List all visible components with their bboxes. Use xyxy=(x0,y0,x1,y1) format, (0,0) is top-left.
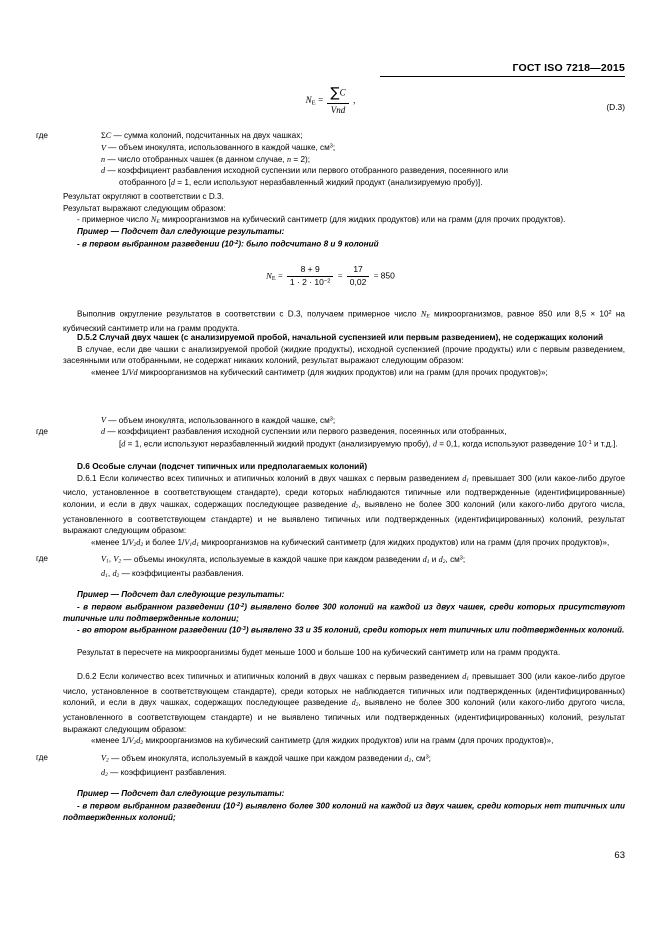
definitions-block-2 xyxy=(36,414,652,450)
definition-item: V — объем инокулята, использованного в каждой чашке, $см^3$; xyxy=(101,143,336,153)
formula-d3-denominator: Vnd xyxy=(330,104,346,115)
paragraph-group-2 xyxy=(36,308,625,335)
definition-item: d — коэффициент разбавления исходной суспензии или первого разведения, посеянных или отобранных, [d = 1, если используют неразбавленный жидкий продукт (анализируемую пробу), d = 0,1, когда используют разведение $10^{-1}$ и т.д.]. xyxy=(63,426,652,450)
definition-text: — коэффициент разбавления исходной суспензии или первого отобранного разведения, посеянного или xyxy=(105,166,509,176)
where-label-4: где xyxy=(36,753,48,762)
definition-item: $d_1$, $d_2$ — коэффициенты разбавления. xyxy=(101,569,244,580)
section-d62-body: D.6.2 Если количество всех типичных и атипичных колоний в двух чашках с первым разведением $d_1$ превышает 300 (или какое-либо другое число, установленное в соответствующем стандарте), среди которых не наблюдается типичных или подтвержденных (идентифицированных) колоний, и если в двух чашках, содержащих последующее разведение $d_2$, выявлено не более 300 колоний (или какого-либо другого числа, установленного в соответствующем стандарте) и не выявлено типичных или подтвержденных (идентифицированных) колоний, результат выражают следующим образом: xyxy=(63,672,626,734)
formula-example-result: 850 xyxy=(380,270,395,281)
bullet-approx-count: - примерное число $N_E$ микроорганизмов на кубический сантиметр (для жидких продуктов) или на грамм (для прочих продуктов). xyxy=(77,215,566,226)
standard-title: ГОСТ ISO 7218—2015 xyxy=(512,62,625,74)
section-d6-heading: D.6 Особые случаи (подсчет типичных или предполагаемых колоний) xyxy=(77,461,368,471)
definition-text-cont: [d = 1, если используют неразбавленный жидкий продукт (анализируемую пробу), d = 0,1, когда используют разведение $10^{-1}$ и т.д.]. xyxy=(119,439,618,449)
formula-example-den-1: $1 \cdot 2 \cdot 10^{-2}$ xyxy=(289,276,331,287)
definition-text: — коэффициенты разбавления. xyxy=(119,569,244,579)
paragraph-group-1 xyxy=(36,191,625,229)
definition-text: — объем инокулята, используемый в каждой чашке при каждом разведении $d_2$, $см^3$; xyxy=(108,753,431,764)
section-d52-quote: «менее 1/Vd микроорганизмов на кубический сантиметр (для жидких продуктов) или на грамм (для прочих продуктов)»; xyxy=(91,367,548,377)
page-header xyxy=(36,58,625,76)
formula-d3-row xyxy=(36,86,625,115)
formula-d3-subscript: E xyxy=(311,99,316,107)
formula-d3: NE = $\frac{\sum C}{\text{Vnd}}$ , xyxy=(305,85,356,115)
formula-example-subscript: E xyxy=(271,276,276,283)
example-line-1: - в первом выбранном разведении $(10^{-2})$ выявлено более 300 колоний на каждой из двух чашек, среди которых нет типичных или подтвержденных колоний; xyxy=(63,801,626,822)
definition-text: — объем инокулята, использованного в каждой чашке, $см^3$; xyxy=(106,143,336,153)
definition-item: d — коэффициент разбавления исходной суспензии или первого отобранного разведения, посеянного или отобранного [d = 1, если используют неразбавленный жидкий продукт (анализируемую пробу)]. xyxy=(63,165,652,188)
formula-d3-numerator: ∑C xyxy=(327,86,348,104)
definitions-block-1 xyxy=(36,130,652,188)
definition-text: — коэффициент разбавления. xyxy=(107,768,227,778)
section-d52-body: В случае, если две чашки с анализируемой пробой (жидкие продукты), исходной суспензией (прочие продукты) или с первым разведением, засеянными или отобранными, не содержат никаких колоний, результат выражают следующим образом: xyxy=(63,344,625,366)
definition-text: — коэффициент разбавления исходной суспензии или первого разведения, посеянных или отобранных, xyxy=(105,427,507,437)
formula-example-row xyxy=(36,265,625,288)
definition-text: — число отобранных чашек (в данном случае, n = 2); xyxy=(105,154,310,164)
section-d61-body: D.6.1 Если количество всех типичных и атипичных колоний в двух чашках с первым разведением $d_1$ превышает 300 (или какое-либо другое число, установленное в соответствующем стандарте), среди которых наблюдаются типичные или подтвержденные (идентифицированные) колонии, и если в двух чашках, содержащих последующее разведение $d_2$, выявлено не более 300 колоний (или какого-либо другого числа, установленного в соответствующем стандарте) и не выявлено типичных или подтвержденных (идентифицированных) колоний, результат выражают следующим образом: xyxy=(63,473,626,536)
definition-text: — объемы инокулята, используемые в каждой чашке при каждом разведении $d_1$ и $d_2$, $см^3$; xyxy=(121,554,466,565)
example-lead: Пример — Подсчет дал следующие результаты: xyxy=(77,227,285,236)
formula-example-den-2: 0,02 xyxy=(349,276,367,287)
page-number: 63 xyxy=(614,850,625,861)
definition-text: — объем инокулята, использованного в каждой чашке, $см^3$; xyxy=(106,415,336,425)
definition-item: ΣC — сумма колоний, подсчитанных на двух чашках; xyxy=(101,131,303,140)
example-line-1: - в первом выбранном разведении $(10^{-2})$ выявлено более 300 колоний на каждой из двух чашек, среди которых присутствуют типичные или подтвержденные колонии; xyxy=(63,602,625,623)
paragraph-rounding: Выполнив округление результатов в соответствии с D.3, получаем примерное число $N_E$ микроорганизмов, равное 850 или $8,5 \times 10^2$ на кубический сантиметр или на грамм продукта. xyxy=(63,309,625,334)
where-label-2: где xyxy=(36,426,48,436)
section-d62 xyxy=(36,671,625,750)
example-block-1 xyxy=(36,226,625,250)
definition-text-cont: отобранного [d = 1, если используют неразбавленный жидкий продукт (анализируемую пробу)]. xyxy=(119,177,483,187)
where-label-3: где xyxy=(36,554,48,563)
section-d52-heading: D.5.2 Случай двух чашек (с анализируемой пробой, начальной суспензией или первым разведением), не содержащих колоний xyxy=(77,332,604,342)
definitions-block-3 xyxy=(36,553,652,583)
example-lead: Пример — Подсчет дал следующие результаты: xyxy=(77,590,285,599)
example-block-2 xyxy=(36,589,625,636)
paragraph-round: Результат округляют в соответствии с D.3. xyxy=(63,192,224,201)
example-lead: Пример — Подсчет дал следующие результаты: xyxy=(77,789,285,798)
example-block-3 xyxy=(36,788,625,823)
where-label-1: где xyxy=(36,131,48,140)
definition-item: $V_2$ — объем инокулята, используемый в каждой чашке при каждом разведении $d_2$, $см^3$; xyxy=(101,753,431,764)
paragraph-express: Результат выражают следующим образом: xyxy=(63,203,226,213)
definition-item: $V_1$, $V_2$ — объемы инокулята, используемые в каждой чашке при каждом разведении $d_1$ и $d_2$, $см^3$; xyxy=(101,554,466,565)
formula-example-num-1: 8 + 9 xyxy=(287,265,334,277)
example-line-2: - во втором выбранном разведении $(10^{-3})$ выявлено 33 и 35 колоний, среди которых нет типичных или подтвержденных колоний. xyxy=(77,625,625,635)
formula-example-num-2: 17 xyxy=(347,265,370,277)
section-d6 xyxy=(36,461,625,551)
paragraph-group-3 xyxy=(36,647,625,659)
example-line-1: - в первом выбранном разведении $(10^{-2})$: было подсчитано 8 и 9 колоний xyxy=(77,239,379,249)
definition-text: — сумма колоний, подсчитанных на двух чашках; xyxy=(111,131,303,140)
equation-number-d3: (D.3) xyxy=(606,102,625,112)
formula-example: NE = $\frac{8 + 9}{1 \cdot 2 \cdot 10^{-2}}$ = $\frac{17}{0,02}$ = 850 xyxy=(266,264,395,287)
section-d61-quote: «менее $1/V_2d_2$ и более $1/V_1d_1$ микроорганизмов на кубический сантиметр (для жидких продуктов) или на грамм (для прочих продуктов)», xyxy=(91,537,610,548)
definition-item: $d_2$ — коэффициент разбавления. xyxy=(101,768,227,779)
definitions-block-4 xyxy=(36,752,652,782)
definition-item: V — объем инокулята, использованного в каждой чашке, $см^3$; xyxy=(101,415,336,425)
paragraph-result-2: Результат в пересчете на микроорганизмы будет меньше 1000 и больше 100 на кубический сантиметр или на грамм продукта. xyxy=(77,648,561,657)
header-rule xyxy=(380,76,625,77)
section-d62-quote: «менее $1/V_2d_2$ микроорганизмов на кубический сантиметр (для жидких продуктов) или на грамм (для прочих продуктов)», xyxy=(91,736,554,747)
definition-item: n — число отобранных чашек (в данном случае, n = 2); xyxy=(101,154,310,164)
section-d52 xyxy=(36,332,625,378)
